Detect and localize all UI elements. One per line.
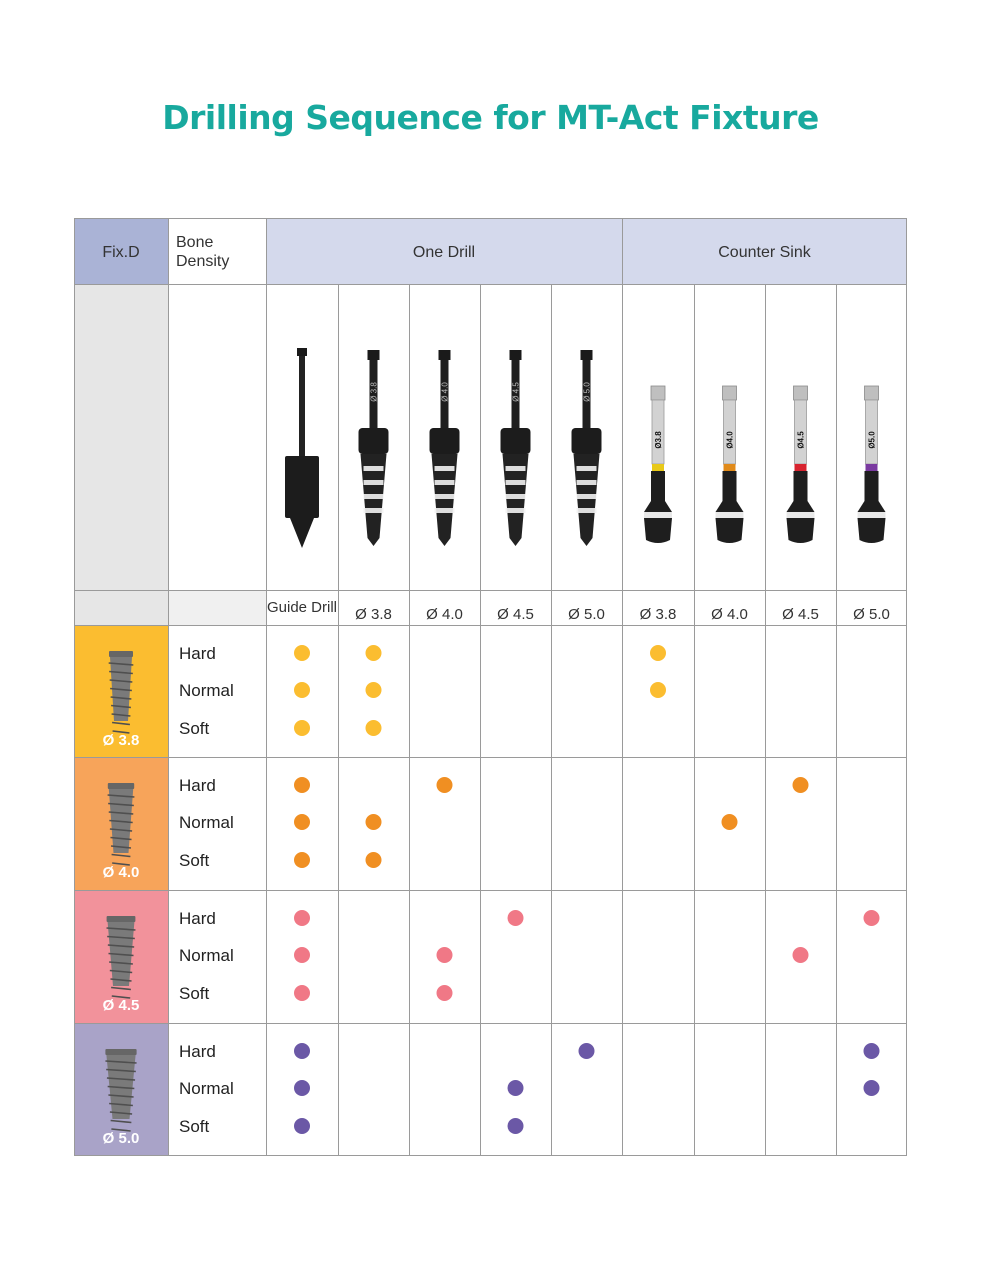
sequence-dot — [294, 1043, 310, 1059]
bone-density-header: Bone — [176, 234, 214, 251]
drill-4.5-icon — [501, 350, 531, 546]
sequence-dot — [864, 1080, 880, 1096]
sequence-dot — [437, 777, 453, 793]
sequence-dot — [864, 1043, 880, 1059]
sequence-dot — [508, 910, 524, 926]
sequence-dot — [864, 910, 880, 926]
drill-4.0-icon — [430, 350, 460, 546]
sequence-dot — [366, 645, 382, 661]
svg-text:Ø3.8: Ø3.8 — [654, 431, 663, 449]
size-label-blank-cell — [168, 590, 266, 625]
guide-drill-icon — [285, 348, 319, 548]
fixture-label: Ø 4.5 — [102, 997, 140, 1014]
sequence-dot — [366, 720, 382, 736]
density-label: Normal — [179, 681, 234, 700]
sequence-dot — [793, 777, 809, 793]
density-label: Hard — [179, 644, 216, 663]
sequence-dot — [437, 947, 453, 963]
column-label: Ø 4.0 — [711, 606, 748, 623]
sequence-dot — [366, 682, 382, 698]
fixture-label: Ø 4.0 — [102, 864, 140, 881]
fixd-header: Fix.D — [102, 244, 140, 261]
countersink-4.5-icon — [787, 386, 815, 543]
sequence-dot — [294, 645, 310, 661]
sequence-dot — [294, 852, 310, 868]
sequence-dot — [294, 910, 310, 926]
column-label: Ø 3.8 — [639, 606, 677, 623]
countersink-3.8-icon — [644, 386, 672, 543]
sequence-dot — [294, 985, 310, 1001]
density-label: Normal — [179, 946, 234, 965]
countersink-5.0-icon — [858, 386, 886, 543]
sequence-dot — [508, 1080, 524, 1096]
svg-text:Ø 4.5: Ø 4.5 — [511, 382, 521, 402]
svg-text:Ø4.0: Ø4.0 — [725, 431, 735, 449]
density-label: Soft — [179, 719, 210, 738]
sequence-dot — [650, 645, 666, 661]
sequence-dot — [366, 814, 382, 830]
sequence-dot — [294, 682, 310, 698]
sequence-dot — [650, 682, 666, 698]
sequence-dot — [294, 1118, 310, 1134]
density-label: Soft — [179, 851, 210, 870]
bone-density-header: Density — [176, 253, 230, 270]
column-label: Ø 5.0 — [568, 606, 605, 623]
countersink-4.0-icon — [716, 386, 744, 543]
column-label: Ø 4.0 — [426, 606, 463, 623]
column-label: Ø 4.5 — [497, 606, 534, 623]
bone-density-header-cell — [168, 218, 266, 284]
svg-text:Ø 3.8: Ø 3.8 — [369, 382, 379, 402]
page-title: Drilling Sequence for MT-Act Fixture — [162, 98, 819, 137]
sequence-dot — [294, 720, 310, 736]
column-label: Ø 4.5 — [782, 606, 819, 623]
density-label: Hard — [179, 909, 216, 928]
density-label: Soft — [179, 984, 210, 1003]
sequence-dot — [294, 814, 310, 830]
counter-sink-header: Counter Sink — [718, 244, 811, 261]
sequence-dot — [294, 777, 310, 793]
sequence-dot — [294, 947, 310, 963]
svg-text:Ø4.5: Ø4.5 — [796, 431, 806, 449]
svg-text:Ø5.0: Ø5.0 — [867, 431, 877, 449]
density-label: Normal — [179, 813, 234, 832]
svg-text:Ø 5.0: Ø 5.0 — [582, 382, 592, 402]
column-label: Ø 5.0 — [853, 606, 890, 623]
density-label: Soft — [179, 1117, 210, 1136]
drill-5.0-icon — [572, 350, 602, 546]
one-drill-header: One Drill — [412, 244, 476, 261]
sequence-dot — [793, 947, 809, 963]
density-label: Hard — [179, 776, 216, 795]
sequence-dot — [722, 814, 738, 830]
sequence-dot — [579, 1043, 595, 1059]
sequence-dot — [508, 1118, 524, 1134]
column-label: Guide Drill — [266, 599, 338, 616]
density-label: Normal — [179, 1079, 234, 1098]
drill-3.8-icon — [359, 350, 389, 546]
fixture-label: Ø 3.8 — [102, 732, 140, 749]
fixture-label: Ø 5.0 — [102, 1130, 140, 1147]
image-row-blank-cell — [74, 284, 168, 590]
sequence-dot — [366, 852, 382, 868]
sequence-dot — [437, 985, 453, 1001]
density-label: Hard — [179, 1042, 216, 1061]
svg-text:Ø 4.0: Ø 4.0 — [440, 382, 450, 402]
column-label: Ø 3.8 — [355, 606, 392, 623]
sequence-dot — [294, 1080, 310, 1096]
